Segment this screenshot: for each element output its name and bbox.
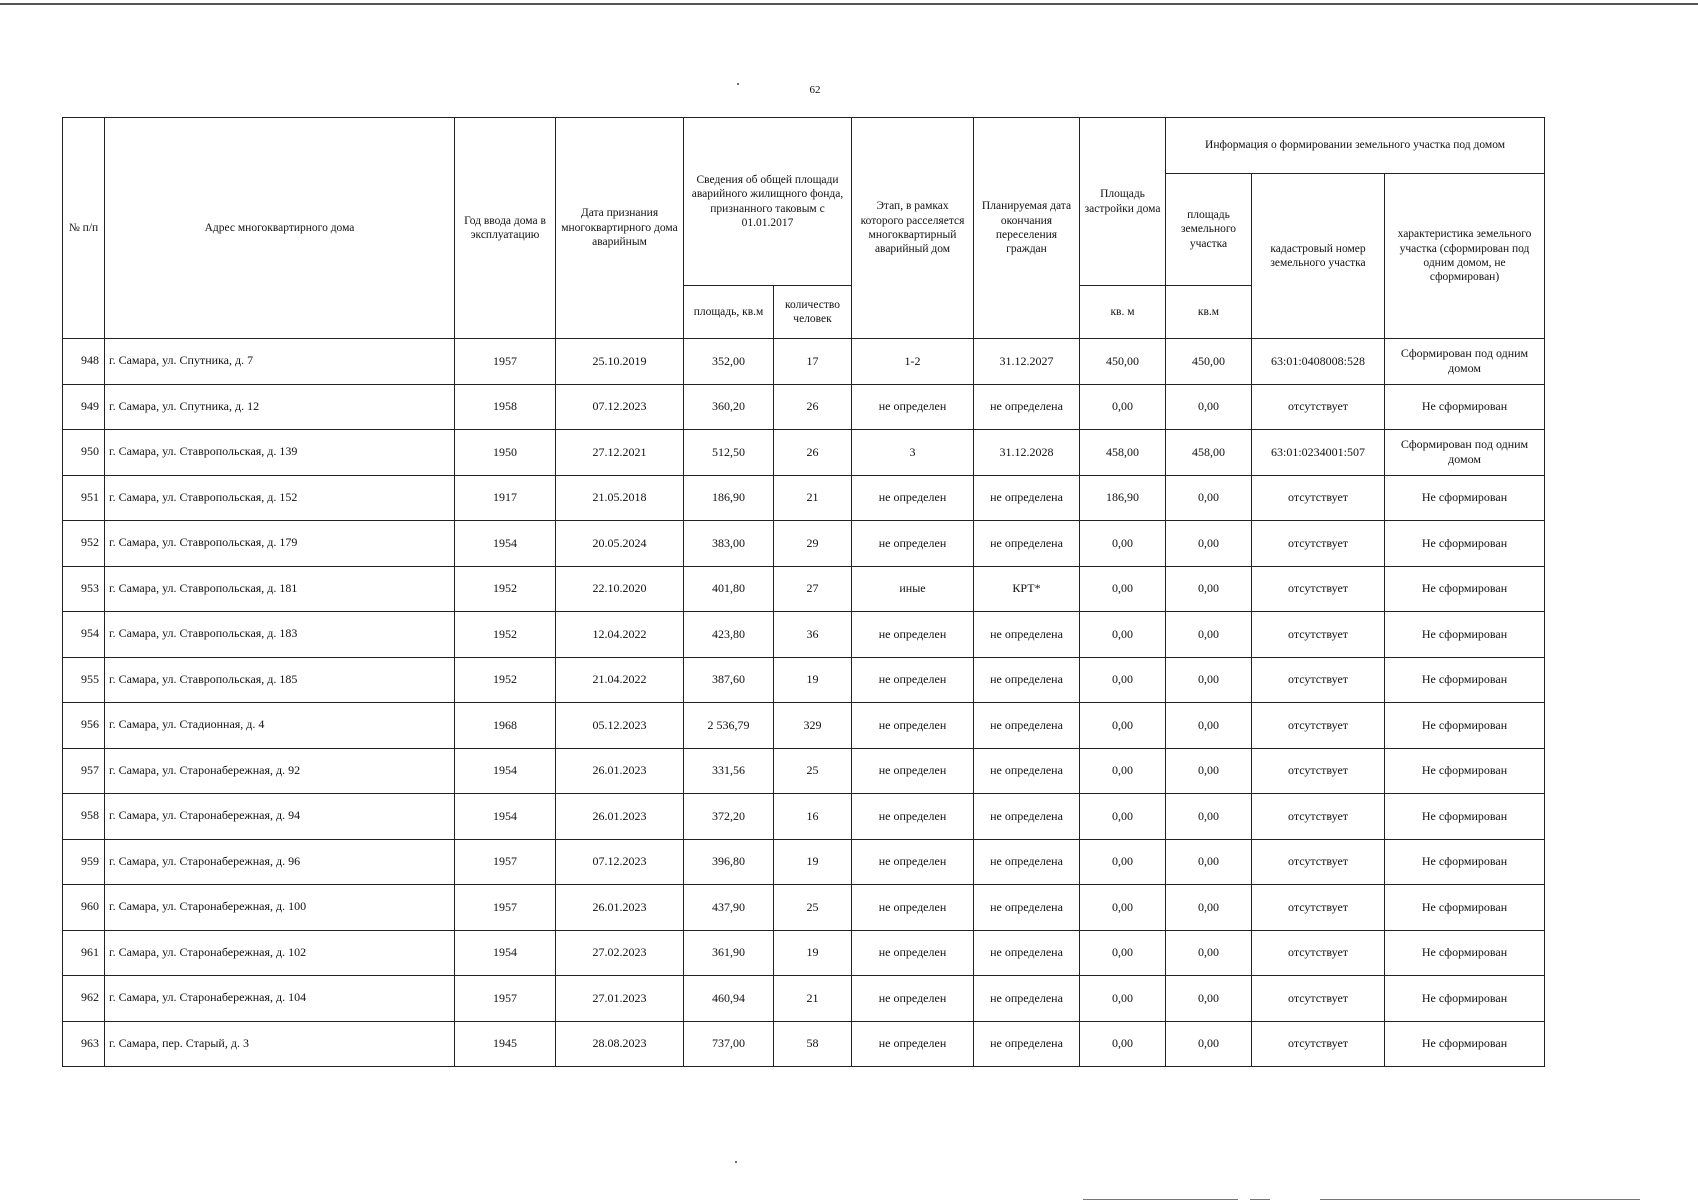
cell-area: 2 536,79	[684, 703, 774, 749]
cell-land-area: 0,00	[1166, 384, 1252, 430]
cell-cadastral: отсутствует	[1252, 930, 1385, 976]
cell-characteristic: Не сформирован	[1385, 885, 1545, 931]
cell-planned-date: не определена	[974, 612, 1080, 658]
cell-date-recognized: 07.12.2023	[556, 839, 684, 885]
cell-num: 954	[63, 612, 105, 658]
cell-building-area: 0,00	[1080, 703, 1166, 749]
cell-people: 26	[774, 384, 852, 430]
cell-characteristic: Сформирован под одним домом	[1385, 339, 1545, 385]
cell-land-area: 0,00	[1166, 839, 1252, 885]
cell-building-area: 186,90	[1080, 475, 1166, 521]
cell-address: г. Самара, ул. Старонабережная, д. 104	[105, 976, 455, 1022]
cell-land-area: 0,00	[1166, 930, 1252, 976]
table-body	[63, 339, 1545, 1067]
cell-area: 396,80	[684, 839, 774, 885]
cell-characteristic: Не сформирован	[1385, 930, 1545, 976]
page-number: 62	[809, 84, 821, 96]
cell-address: г. Самара, ул. Спутника, д. 12	[105, 384, 455, 430]
cell-cadastral: отсутствует	[1252, 976, 1385, 1022]
cell-date-recognized: 07.12.2023	[556, 384, 684, 430]
cell-cadastral: отсутствует	[1252, 839, 1385, 885]
cell-year: 1954	[455, 748, 556, 794]
emergency-housing-table	[62, 117, 1545, 1067]
cell-people: 16	[774, 794, 852, 840]
cell-date-recognized: 21.05.2018	[556, 475, 684, 521]
cell-stage: не определен	[852, 885, 974, 931]
cell-date-recognized: 12.04.2022	[556, 612, 684, 658]
cell-year: 1954	[455, 794, 556, 840]
table-row	[63, 521, 1545, 567]
cell-stage: не определен	[852, 521, 974, 567]
cell-cadastral: отсутствует	[1252, 657, 1385, 703]
cell-year: 1958	[455, 384, 556, 430]
cell-address: г. Самара, ул. Старонабережная, д. 102	[105, 930, 455, 976]
cell-building-area: 0,00	[1080, 930, 1166, 976]
cell-address: г. Самара, ул. Старонабережная, д. 94	[105, 794, 455, 840]
cell-cadastral: отсутствует	[1252, 885, 1385, 931]
cell-people: 19	[774, 839, 852, 885]
cell-people: 21	[774, 976, 852, 1022]
cell-planned-date: КРТ*	[974, 566, 1080, 612]
cell-stage: не определен	[852, 657, 974, 703]
header-stage: Этап, в рамках которого расселяется многоквартирный аварийный дом	[852, 118, 974, 339]
cell-building-area: 0,00	[1080, 612, 1166, 658]
header-address: Адрес многоквартирного дома	[105, 118, 455, 339]
cell-people: 19	[774, 930, 852, 976]
cell-land-area: 0,00	[1166, 566, 1252, 612]
cell-date-recognized: 27.12.2021	[556, 430, 684, 476]
table-row	[63, 794, 1545, 840]
table-row	[63, 885, 1545, 931]
cell-num: 955	[63, 657, 105, 703]
cell-cadastral: отсутствует	[1252, 475, 1385, 521]
cell-characteristic: Не сформирован	[1385, 839, 1545, 885]
cell-building-area: 0,00	[1080, 885, 1166, 931]
cell-num: 962	[63, 976, 105, 1022]
cell-land-area: 0,00	[1166, 612, 1252, 658]
cell-area: 360,20	[684, 384, 774, 430]
cell-date-recognized: 26.01.2023	[556, 794, 684, 840]
cell-address: г. Самара, пер. Старый, д. 3	[105, 1021, 455, 1067]
cell-planned-date: 31.12.2028	[974, 430, 1080, 476]
cell-characteristic: Не сформирован	[1385, 521, 1545, 567]
cell-date-recognized: 21.04.2022	[556, 657, 684, 703]
cell-address: г. Самара, ул. Старонабережная, д. 92	[105, 748, 455, 794]
cell-year: 1917	[455, 475, 556, 521]
cell-stage: не определен	[852, 703, 974, 749]
cell-num: 953	[63, 566, 105, 612]
cell-stage: не определен	[852, 1021, 974, 1067]
cell-people: 17	[774, 339, 852, 385]
cell-stage: не определен	[852, 384, 974, 430]
cell-planned-date: не определена	[974, 1021, 1080, 1067]
header-year: Год ввода дома в эксплуатацию	[455, 118, 556, 339]
cell-cadastral: отсутствует	[1252, 1021, 1385, 1067]
cell-land-area: 0,00	[1166, 657, 1252, 703]
cell-date-recognized: 26.01.2023	[556, 885, 684, 931]
cell-cadastral: отсутствует	[1252, 521, 1385, 567]
cell-land-area: 458,00	[1166, 430, 1252, 476]
cell-cadastral: отсутствует	[1252, 612, 1385, 658]
cell-people: 26	[774, 430, 852, 476]
cell-building-area: 0,00	[1080, 794, 1166, 840]
cell-num: 960	[63, 885, 105, 931]
cell-num: 949	[63, 384, 105, 430]
cell-characteristic: Не сформирован	[1385, 612, 1545, 658]
cell-date-recognized: 27.01.2023	[556, 976, 684, 1022]
cell-characteristic: Не сформирован	[1385, 566, 1545, 612]
cell-num: 963	[63, 1021, 105, 1067]
top-rule	[0, 3, 1698, 5]
table-row	[63, 612, 1545, 658]
cell-planned-date: не определена	[974, 748, 1080, 794]
cell-num: 948	[63, 339, 105, 385]
cell-area: 186,90	[684, 475, 774, 521]
table-row	[63, 384, 1545, 430]
table-row	[63, 339, 1545, 385]
cell-cadastral: 63:01:0234001:507	[1252, 430, 1385, 476]
cell-area: 361,90	[684, 930, 774, 976]
cell-stage: не определен	[852, 612, 974, 658]
table-row	[63, 930, 1545, 976]
cell-year: 1950	[455, 430, 556, 476]
table-row	[63, 976, 1545, 1022]
cell-characteristic: Не сформирован	[1385, 384, 1545, 430]
cell-characteristic: Не сформирован	[1385, 1021, 1545, 1067]
cell-people: 27	[774, 566, 852, 612]
header-land-info: Информация о формировании земельного участка под домом	[1166, 118, 1545, 174]
header-num: № п/п	[63, 118, 105, 339]
cell-stage: 1-2	[852, 339, 974, 385]
cell-people: 19	[774, 657, 852, 703]
cell-planned-date: не определена	[974, 384, 1080, 430]
cell-planned-date: не определена	[974, 657, 1080, 703]
cell-area: 437,90	[684, 885, 774, 931]
cell-cadastral: отсутствует	[1252, 384, 1385, 430]
cell-year: 1957	[455, 885, 556, 931]
cell-building-area: 0,00	[1080, 976, 1166, 1022]
cell-address: г. Самара, ул. Старонабережная, д. 100	[105, 885, 455, 931]
table-row	[63, 703, 1545, 749]
table-row	[63, 748, 1545, 794]
header-unit-building: кв. м	[1080, 286, 1166, 339]
cell-stage: не определен	[852, 475, 974, 521]
cell-building-area: 0,00	[1080, 839, 1166, 885]
cell-date-recognized: 28.08.2023	[556, 1021, 684, 1067]
cell-cadastral: отсутствует	[1252, 566, 1385, 612]
cell-address: г. Самара, ул. Ставропольская, д. 181	[105, 566, 455, 612]
cell-num: 952	[63, 521, 105, 567]
cell-date-recognized: 27.02.2023	[556, 930, 684, 976]
cell-planned-date: не определена	[974, 885, 1080, 931]
cell-characteristic: Не сформирован	[1385, 976, 1545, 1022]
cell-building-area: 450,00	[1080, 339, 1166, 385]
cell-num: 956	[63, 703, 105, 749]
cell-year: 1952	[455, 566, 556, 612]
header-land-area: площадь земельного участка	[1166, 174, 1252, 286]
cell-year: 1968	[455, 703, 556, 749]
cell-address: г. Самара, ул. Ставропольская, д. 139	[105, 430, 455, 476]
cell-characteristic: Не сформирован	[1385, 794, 1545, 840]
cell-building-area: 0,00	[1080, 566, 1166, 612]
cell-planned-date: 31.12.2027	[974, 339, 1080, 385]
table-row	[63, 839, 1545, 885]
cell-people: 25	[774, 748, 852, 794]
header-building-area: Площадь застройки дома	[1080, 118, 1166, 286]
cell-address: г. Самара, ул. Ставропольская, д. 179	[105, 521, 455, 567]
cell-planned-date: не определена	[974, 976, 1080, 1022]
header-unit-land: кв.м	[1166, 286, 1252, 339]
cell-area: 512,50	[684, 430, 774, 476]
cell-date-recognized: 05.12.2023	[556, 703, 684, 749]
table-row	[63, 475, 1545, 521]
table-header	[63, 118, 1545, 339]
cell-address: г. Самара, ул. Спутника, д. 7	[105, 339, 455, 385]
scan-speck	[737, 83, 739, 85]
cell-stage: не определен	[852, 976, 974, 1022]
cell-characteristic: Не сформирован	[1385, 475, 1545, 521]
cell-planned-date: не определена	[974, 930, 1080, 976]
cell-land-area: 0,00	[1166, 1021, 1252, 1067]
cell-land-area: 450,00	[1166, 339, 1252, 385]
cell-building-area: 0,00	[1080, 521, 1166, 567]
cell-year: 1954	[455, 930, 556, 976]
cell-cadastral: отсутствует	[1252, 703, 1385, 749]
cell-people: 36	[774, 612, 852, 658]
header-cadastral: кадастровый номер земельного участка	[1252, 174, 1385, 339]
cell-people: 25	[774, 885, 852, 931]
cell-address: г. Самара, ул. Ставропольская, д. 185	[105, 657, 455, 703]
cell-people: 329	[774, 703, 852, 749]
cell-people: 58	[774, 1021, 852, 1067]
cell-stage: 3	[852, 430, 974, 476]
cell-area: 352,00	[684, 339, 774, 385]
header-people: количество человек	[774, 286, 852, 339]
cell-building-area: 0,00	[1080, 748, 1166, 794]
cell-year: 1952	[455, 657, 556, 703]
cell-planned-date: не определена	[974, 794, 1080, 840]
cell-planned-date: не определена	[974, 703, 1080, 749]
cell-planned-date: не определена	[974, 521, 1080, 567]
cell-address: г. Самара, ул. Ставропольская, д. 183	[105, 612, 455, 658]
cell-area: 460,94	[684, 976, 774, 1022]
header-characteristic: характеристика земельного участка (сформирован под одним домом, не сформирован)	[1385, 174, 1545, 339]
cell-characteristic: Не сформирован	[1385, 657, 1545, 703]
cell-area: 331,56	[684, 748, 774, 794]
cell-planned-date: не определена	[974, 839, 1080, 885]
cell-building-area: 458,00	[1080, 430, 1166, 476]
cell-num: 957	[63, 748, 105, 794]
cell-year: 1954	[455, 521, 556, 567]
cell-area: 372,20	[684, 794, 774, 840]
cell-land-area: 0,00	[1166, 703, 1252, 749]
cell-stage: не определен	[852, 839, 974, 885]
cell-stage: не определен	[852, 930, 974, 976]
cell-cadastral: отсутствует	[1252, 748, 1385, 794]
cell-date-recognized: 25.10.2019	[556, 339, 684, 385]
cell-area: 383,00	[684, 521, 774, 567]
cell-num: 961	[63, 930, 105, 976]
cell-num: 950	[63, 430, 105, 476]
cell-area: 401,80	[684, 566, 774, 612]
table-row	[63, 1021, 1545, 1067]
scan-speck	[735, 1161, 737, 1163]
cell-cadastral: отсутствует	[1252, 794, 1385, 840]
cell-building-area: 0,00	[1080, 384, 1166, 430]
cell-num: 951	[63, 475, 105, 521]
cell-characteristic: Не сформирован	[1385, 703, 1545, 749]
cell-area: 423,80	[684, 612, 774, 658]
cell-year: 1957	[455, 839, 556, 885]
cell-address: г. Самара, ул. Ставропольская, д. 152	[105, 475, 455, 521]
cell-num: 959	[63, 839, 105, 885]
cell-building-area: 0,00	[1080, 657, 1166, 703]
cell-land-area: 0,00	[1166, 794, 1252, 840]
cell-address: г. Самара, ул. Стадионная, д. 4	[105, 703, 455, 749]
cell-address: г. Самара, ул. Старонабережная, д. 96	[105, 839, 455, 885]
cell-stage: не определен	[852, 748, 974, 794]
cell-people: 29	[774, 521, 852, 567]
cell-stage: иные	[852, 566, 974, 612]
cell-date-recognized: 22.10.2020	[556, 566, 684, 612]
header-area-info: Сведения об общей площади аварийного жилищного фонда, признанного таковым с 01.01.2017	[684, 118, 852, 286]
cell-area: 387,60	[684, 657, 774, 703]
cell-year: 1957	[455, 976, 556, 1022]
cell-num: 958	[63, 794, 105, 840]
cell-building-area: 0,00	[1080, 1021, 1166, 1067]
cell-land-area: 0,00	[1166, 475, 1252, 521]
cell-date-recognized: 26.01.2023	[556, 748, 684, 794]
cell-date-recognized: 20.05.2024	[556, 521, 684, 567]
cell-people: 21	[774, 475, 852, 521]
cell-land-area: 0,00	[1166, 748, 1252, 794]
cell-characteristic: Сформирован под одним домом	[1385, 430, 1545, 476]
header-date-recognized: Дата признания многоквартирного дома аварийным	[556, 118, 684, 339]
cell-planned-date: не определена	[974, 475, 1080, 521]
cell-year: 1952	[455, 612, 556, 658]
header-area: площадь, кв.м	[684, 286, 774, 339]
cell-area: 737,00	[684, 1021, 774, 1067]
table-row	[63, 566, 1545, 612]
cell-land-area: 0,00	[1166, 521, 1252, 567]
cell-stage: не определен	[852, 794, 974, 840]
cell-year: 1957	[455, 339, 556, 385]
cell-cadastral: 63:01:0408008:528	[1252, 339, 1385, 385]
table-row	[63, 430, 1545, 476]
cell-characteristic: Не сформирован	[1385, 748, 1545, 794]
cell-land-area: 0,00	[1166, 976, 1252, 1022]
cell-land-area: 0,00	[1166, 885, 1252, 931]
header-planned-date: Планируемая дата окончания переселения граждан	[974, 118, 1080, 339]
table-row	[63, 657, 1545, 703]
cell-year: 1945	[455, 1021, 556, 1067]
